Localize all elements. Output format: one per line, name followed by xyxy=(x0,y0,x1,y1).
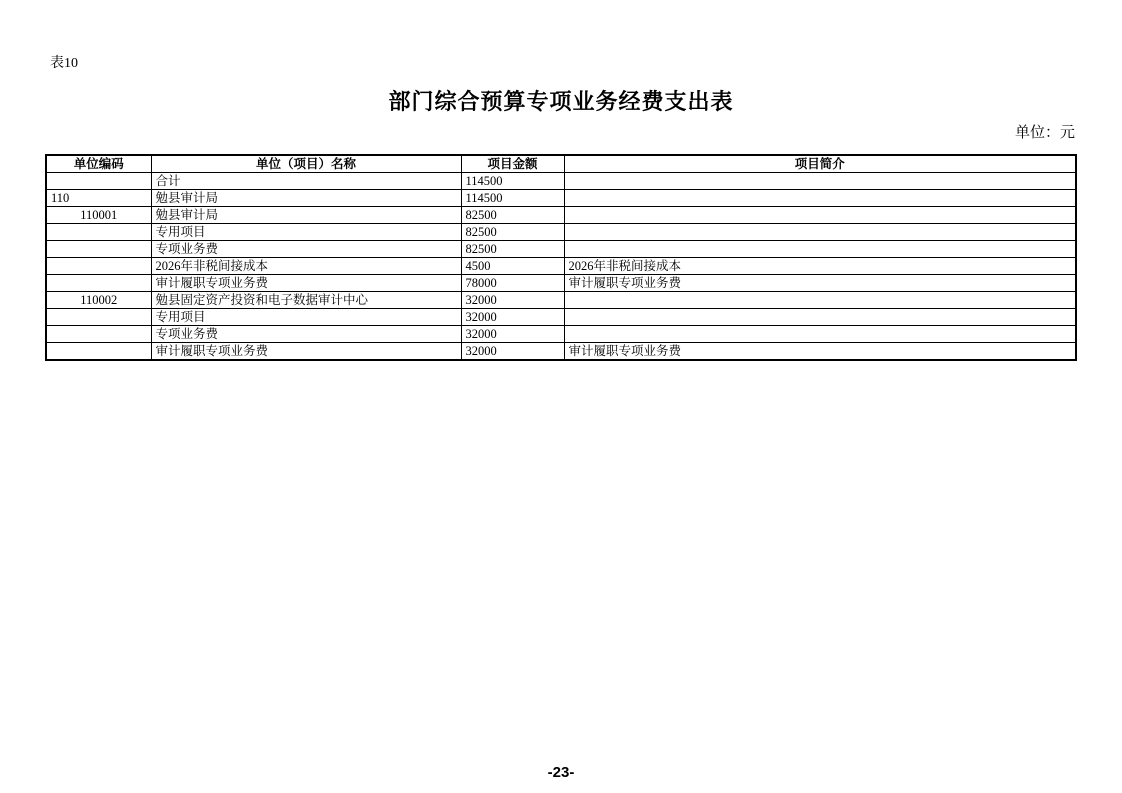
cell-code xyxy=(46,241,151,258)
cell-code xyxy=(46,343,151,361)
cell-amount: 4500 xyxy=(461,258,564,275)
cell-name: 专用项目 xyxy=(151,224,461,241)
table-row xyxy=(46,292,1076,309)
cell-name: 专项业务费 xyxy=(151,241,461,258)
cell-name: 审计履职专项业务费 xyxy=(151,343,461,361)
cell-code xyxy=(46,258,151,275)
column-header-name: 单位（项目）名称 xyxy=(151,155,461,173)
unit-note: 单位：元 xyxy=(1014,125,1075,141)
table-row xyxy=(46,241,1076,258)
cell-amount: 114500 xyxy=(461,173,564,190)
cell-name: 2026年非税间接成本 xyxy=(151,258,461,275)
cell-code xyxy=(46,173,151,190)
cell-intro xyxy=(564,292,1076,309)
table-row xyxy=(46,258,1076,275)
cell-name: 勉县审计局 xyxy=(151,190,461,207)
cell-intro xyxy=(564,224,1076,241)
cell-name: 专用项目 xyxy=(151,309,461,326)
cell-name: 勉县固定资产投资和电子数据审计中心 xyxy=(151,292,461,309)
cell-code: 110001 xyxy=(46,207,151,224)
cell-code: 110 xyxy=(46,190,151,207)
cell-amount: 82500 xyxy=(461,241,564,258)
column-header-intro: 项目简介 xyxy=(564,155,1076,173)
cell-intro: 审计履职专项业务费 xyxy=(564,343,1076,361)
cell-amount: 78000 xyxy=(461,275,564,292)
cell-intro: 2026年非税间接成本 xyxy=(564,258,1076,275)
cell-name: 合计 xyxy=(151,173,461,190)
table-row xyxy=(46,173,1076,190)
cell-amount: 32000 xyxy=(461,343,564,361)
cell-code xyxy=(46,326,151,343)
table-row xyxy=(46,207,1076,224)
column-header-amount: 项目金额 xyxy=(461,155,564,173)
cell-intro xyxy=(564,173,1076,190)
cell-intro xyxy=(564,309,1076,326)
cell-code xyxy=(46,224,151,241)
cell-amount: 82500 xyxy=(461,224,564,241)
column-header-code: 单位编码 xyxy=(46,155,151,173)
cell-amount: 82500 xyxy=(461,207,564,224)
cell-code xyxy=(46,309,151,326)
table-row xyxy=(46,326,1076,343)
page-number: -23- xyxy=(547,764,575,781)
table-row xyxy=(46,190,1076,207)
budget-table-body xyxy=(46,173,1076,361)
budget-table xyxy=(45,154,1077,361)
cell-intro xyxy=(564,207,1076,224)
cell-amount: 114500 xyxy=(461,190,564,207)
table-row xyxy=(46,275,1076,292)
cell-amount: 32000 xyxy=(461,326,564,343)
table-row xyxy=(46,309,1076,326)
cell-intro: 审计履职专项业务费 xyxy=(564,275,1076,292)
cell-name: 勉县审计局 xyxy=(151,207,461,224)
table-number-label: 表10 xyxy=(50,56,78,71)
cell-name: 专项业务费 xyxy=(151,326,461,343)
cell-intro xyxy=(564,326,1076,343)
cell-amount: 32000 xyxy=(461,292,564,309)
cell-name: 审计履职专项业务费 xyxy=(151,275,461,292)
table-row xyxy=(46,343,1076,361)
cell-code xyxy=(46,275,151,292)
page-title: 部门综合预算专项业务经费支出表 xyxy=(388,89,734,114)
table-row xyxy=(46,224,1076,241)
cell-amount: 32000 xyxy=(461,309,564,326)
cell-intro xyxy=(564,241,1076,258)
cell-code: 110002 xyxy=(46,292,151,309)
table-header-row xyxy=(46,155,1076,173)
cell-intro xyxy=(564,190,1076,207)
